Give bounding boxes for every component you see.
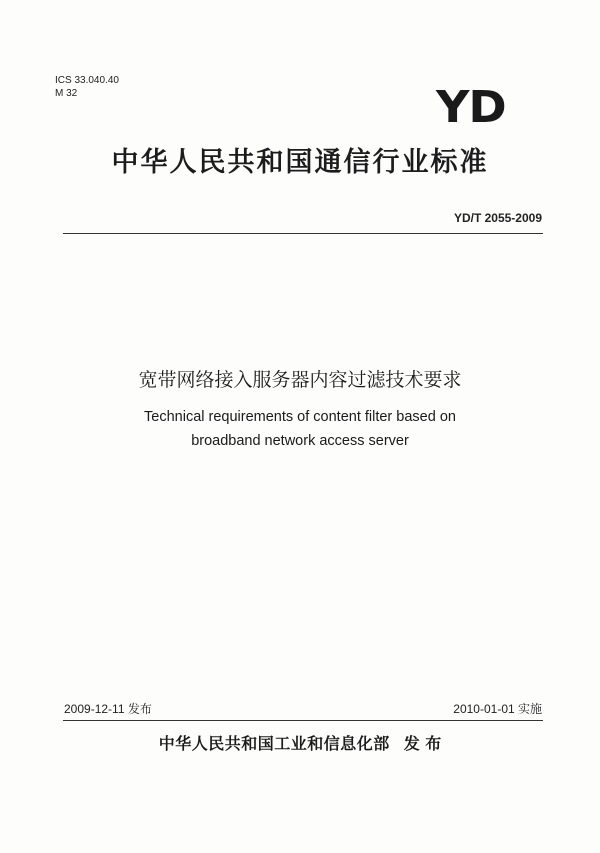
bottom-divider xyxy=(63,720,543,721)
yd-logo: YD xyxy=(436,82,506,133)
ccs-code: M 32 xyxy=(55,88,78,99)
publisher-line xyxy=(0,731,600,754)
top-divider xyxy=(63,233,543,234)
ics-code: ICS 33.040.40 xyxy=(55,75,119,86)
classification-codes xyxy=(55,74,119,100)
implementation-date: 2010-01-01 实施 xyxy=(453,702,542,716)
document-number: YD/T 2055-2009 xyxy=(453,211,542,225)
publisher-name: 中华人民共和国工业和信息化部 xyxy=(158,734,390,753)
document-title-chinese: 宽带网络接入服务器内容过滤技术要求 xyxy=(138,369,462,391)
issue-date: 2009-12-11 发布 xyxy=(64,702,152,716)
document-title-english-line1: Technical requirements of content filter based on xyxy=(144,409,456,425)
publish-verb: 发 布 xyxy=(403,734,442,753)
document-title-english-line2: broadband network access server xyxy=(191,433,409,449)
standard-category-title: 中华人民共和国通信行业标准 xyxy=(111,147,489,178)
